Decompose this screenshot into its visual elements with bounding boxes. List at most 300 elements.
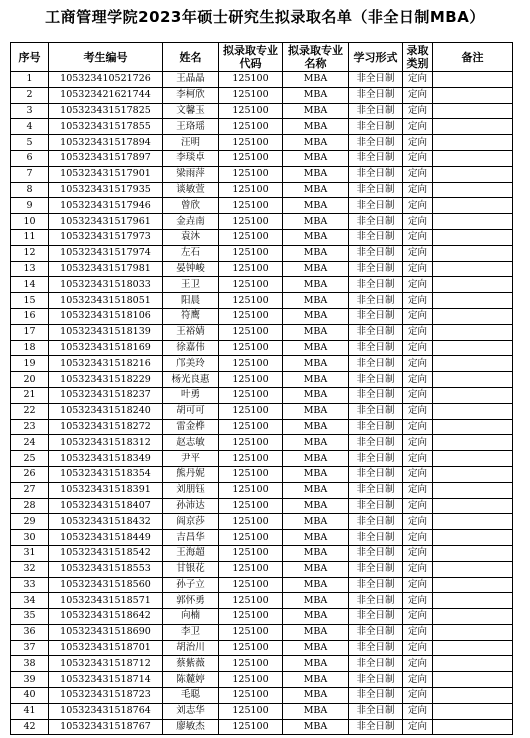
- cell-remarks: [433, 624, 513, 640]
- cell-remarks: [433, 593, 513, 609]
- cell-study-mode: 非全日制: [349, 198, 403, 214]
- cell-major-name: MBA: [283, 72, 349, 88]
- cell-name: 阳晨: [163, 293, 219, 309]
- cell-index: 15: [11, 293, 49, 309]
- table-row: [11, 182, 513, 198]
- cell-name: 王卫: [163, 277, 219, 293]
- cell-name: 李卫: [163, 624, 219, 640]
- cell-name: 蔡紫薇: [163, 656, 219, 672]
- cell-major-name: MBA: [283, 245, 349, 261]
- table-row: [11, 498, 513, 514]
- cell-name: 刘朋钰: [163, 482, 219, 498]
- cell-major-code: 125100: [219, 672, 283, 688]
- header-study-mode: 学习形式: [349, 43, 403, 72]
- cell-name: 吉昌华: [163, 530, 219, 546]
- cell-major-name: MBA: [283, 293, 349, 309]
- header-major-code: 拟录取专业代码: [219, 43, 283, 72]
- cell-index: 4: [11, 119, 49, 135]
- cell-exam-id: 105323431517825: [49, 103, 163, 119]
- cell-admission-type: 定向: [403, 719, 433, 735]
- table-row: [11, 166, 513, 182]
- cell-remarks: [433, 609, 513, 625]
- cell-name: 叶勇: [163, 387, 219, 403]
- cell-major-code: 125100: [219, 87, 283, 103]
- cell-admission-type: 定向: [403, 466, 433, 482]
- table-row: [11, 545, 513, 561]
- page-title: 工商管理学院2023年硕士研究生拟录取名单（非全日制MBA）: [45, 8, 485, 26]
- cell-study-mode: 非全日制: [349, 593, 403, 609]
- table-row: [11, 577, 513, 593]
- cell-major-name: MBA: [283, 387, 349, 403]
- cell-study-mode: 非全日制: [349, 103, 403, 119]
- cell-exam-id: 105323431518272: [49, 419, 163, 435]
- cell-study-mode: 非全日制: [349, 245, 403, 261]
- cell-study-mode: 非全日制: [349, 72, 403, 88]
- table-row: [11, 119, 513, 135]
- cell-major-code: 125100: [219, 514, 283, 530]
- cell-study-mode: 非全日制: [349, 229, 403, 245]
- cell-remarks: [433, 419, 513, 435]
- cell-major-name: MBA: [283, 214, 349, 230]
- table-row: [11, 387, 513, 403]
- cell-major-name: MBA: [283, 87, 349, 103]
- cell-index: 3: [11, 103, 49, 119]
- cell-exam-id: 105323431517855: [49, 119, 163, 135]
- cell-name: 赵志敏: [163, 435, 219, 451]
- cell-remarks: [433, 530, 513, 546]
- cell-index: 5: [11, 135, 49, 151]
- cell-name: 曾欣: [163, 198, 219, 214]
- cell-admission-type: 定向: [403, 514, 433, 530]
- cell-major-name: MBA: [283, 277, 349, 293]
- cell-remarks: [433, 387, 513, 403]
- table-row: [11, 214, 513, 230]
- cell-study-mode: 非全日制: [349, 324, 403, 340]
- cell-major-name: MBA: [283, 435, 349, 451]
- cell-major-name: MBA: [283, 356, 349, 372]
- cell-exam-id: 105323431518237: [49, 387, 163, 403]
- cell-study-mode: 非全日制: [349, 166, 403, 182]
- cell-admission-type: 定向: [403, 103, 433, 119]
- cell-index: 42: [11, 719, 49, 735]
- cell-exam-id: 105323431518449: [49, 530, 163, 546]
- cell-exam-id: 105323431518542: [49, 545, 163, 561]
- cell-remarks: [433, 451, 513, 467]
- cell-index: 25: [11, 451, 49, 467]
- cell-major-name: MBA: [283, 466, 349, 482]
- cell-study-mode: 非全日制: [349, 150, 403, 166]
- cell-admission-type: 定向: [403, 229, 433, 245]
- cell-major-name: MBA: [283, 703, 349, 719]
- cell-index: 11: [11, 229, 49, 245]
- cell-major-name: MBA: [283, 688, 349, 704]
- cell-remarks: [433, 87, 513, 103]
- cell-exam-id: 105323431518349: [49, 451, 163, 467]
- cell-exam-id: 105323431518642: [49, 609, 163, 625]
- cell-major-name: MBA: [283, 308, 349, 324]
- cell-remarks: [433, 703, 513, 719]
- cell-study-mode: 非全日制: [349, 530, 403, 546]
- cell-exam-id: 105323431517897: [49, 150, 163, 166]
- table-row: [11, 103, 513, 119]
- cell-index: 14: [11, 277, 49, 293]
- cell-index: 2: [11, 87, 49, 103]
- cell-admission-type: 定向: [403, 672, 433, 688]
- cell-admission-type: 定向: [403, 498, 433, 514]
- cell-exam-id: 105323431518216: [49, 356, 163, 372]
- cell-index: 30: [11, 530, 49, 546]
- cell-major-code: 125100: [219, 166, 283, 182]
- cell-remarks: [433, 166, 513, 182]
- cell-major-name: MBA: [283, 403, 349, 419]
- cell-study-mode: 非全日制: [349, 308, 403, 324]
- cell-admission-type: 定向: [403, 182, 433, 198]
- table-row: [11, 150, 513, 166]
- cell-exam-id: 105323431518407: [49, 498, 163, 514]
- table-row: [11, 435, 513, 451]
- cell-name: 王海超: [163, 545, 219, 561]
- cell-admission-type: 定向: [403, 198, 433, 214]
- cell-index: 23: [11, 419, 49, 435]
- cell-major-code: 125100: [219, 103, 283, 119]
- cell-exam-id: 105323431518571: [49, 593, 163, 609]
- cell-major-name: MBA: [283, 135, 349, 151]
- cell-major-name: MBA: [283, 451, 349, 467]
- table-row: [11, 593, 513, 609]
- cell-major-name: MBA: [283, 514, 349, 530]
- cell-index: 33: [11, 577, 49, 593]
- cell-index: 36: [11, 624, 49, 640]
- cell-name: 甘银花: [163, 561, 219, 577]
- cell-major-name: MBA: [283, 324, 349, 340]
- cell-remarks: [433, 498, 513, 514]
- cell-major-name: MBA: [283, 593, 349, 609]
- cell-name: 文馨玉: [163, 103, 219, 119]
- table-row: [11, 688, 513, 704]
- cell-study-mode: 非全日制: [349, 719, 403, 735]
- cell-major-code: 125100: [219, 150, 283, 166]
- cell-name: 邝美玲: [163, 356, 219, 372]
- table-row: [11, 372, 513, 388]
- table-body: [11, 72, 513, 735]
- cell-major-name: MBA: [283, 672, 349, 688]
- cell-study-mode: 非全日制: [349, 261, 403, 277]
- cell-admission-type: 定向: [403, 703, 433, 719]
- cell-study-mode: 非全日制: [349, 214, 403, 230]
- cell-remarks: [433, 293, 513, 309]
- table-row: [11, 229, 513, 245]
- cell-index: 28: [11, 498, 49, 514]
- cell-study-mode: 非全日制: [349, 293, 403, 309]
- cell-index: 6: [11, 150, 49, 166]
- cell-index: 1: [11, 72, 49, 88]
- cell-index: 22: [11, 403, 49, 419]
- table-row: [11, 324, 513, 340]
- cell-index: 31: [11, 545, 49, 561]
- cell-study-mode: 非全日制: [349, 387, 403, 403]
- cell-study-mode: 非全日制: [349, 182, 403, 198]
- cell-remarks: [433, 561, 513, 577]
- cell-name: 毛聪: [163, 688, 219, 704]
- cell-exam-id: 105323431518712: [49, 656, 163, 672]
- cell-exam-id: 105323431518690: [49, 624, 163, 640]
- cell-study-mode: 非全日制: [349, 372, 403, 388]
- cell-study-mode: 非全日制: [349, 545, 403, 561]
- cell-major-code: 125100: [219, 214, 283, 230]
- cell-major-code: 125100: [219, 545, 283, 561]
- table-row: [11, 245, 513, 261]
- cell-major-code: 125100: [219, 277, 283, 293]
- cell-exam-id: 105323431517901: [49, 166, 163, 182]
- cell-study-mode: 非全日制: [349, 703, 403, 719]
- cell-study-mode: 非全日制: [349, 577, 403, 593]
- cell-name: 袁沐: [163, 229, 219, 245]
- cell-major-name: MBA: [283, 530, 349, 546]
- cell-admission-type: 定向: [403, 482, 433, 498]
- cell-admission-type: 定向: [403, 119, 433, 135]
- cell-name: 胡可可: [163, 403, 219, 419]
- cell-exam-id: 105323431518391: [49, 482, 163, 498]
- cell-remarks: [433, 214, 513, 230]
- cell-remarks: [433, 308, 513, 324]
- cell-exam-id: 105323431518033: [49, 277, 163, 293]
- cell-admission-type: 定向: [403, 593, 433, 609]
- cell-major-code: 125100: [219, 245, 283, 261]
- cell-study-mode: 非全日制: [349, 498, 403, 514]
- cell-name: 雷金桦: [163, 419, 219, 435]
- cell-major-code: 125100: [219, 119, 283, 135]
- cell-name: 尹平: [163, 451, 219, 467]
- cell-name: 郭怀勇: [163, 593, 219, 609]
- cell-major-name: MBA: [283, 119, 349, 135]
- admission-table: [10, 42, 513, 735]
- cell-index: 8: [11, 182, 49, 198]
- table-row: [11, 466, 513, 482]
- cell-major-name: MBA: [283, 656, 349, 672]
- cell-major-name: MBA: [283, 498, 349, 514]
- header-exam-id: 考生编号: [49, 43, 163, 72]
- cell-exam-id: 105323431518106: [49, 308, 163, 324]
- cell-remarks: [433, 545, 513, 561]
- cell-exam-id: 105323431517894: [49, 135, 163, 151]
- table-header-row: [11, 43, 513, 72]
- cell-index: 13: [11, 261, 49, 277]
- cell-exam-id: 105323410521726: [49, 72, 163, 88]
- cell-index: 17: [11, 324, 49, 340]
- cell-admission-type: 定向: [403, 150, 433, 166]
- cell-name: 王珞瑶: [163, 119, 219, 135]
- cell-major-code: 125100: [219, 688, 283, 704]
- table-row: [11, 530, 513, 546]
- cell-major-code: 125100: [219, 324, 283, 340]
- cell-major-code: 125100: [219, 435, 283, 451]
- cell-exam-id: 105323431517961: [49, 214, 163, 230]
- table-row: [11, 609, 513, 625]
- table-row: [11, 719, 513, 735]
- cell-remarks: [433, 482, 513, 498]
- cell-study-mode: 非全日制: [349, 119, 403, 135]
- table-row: [11, 640, 513, 656]
- cell-index: 38: [11, 656, 49, 672]
- header-admission-type: 录取类别: [403, 43, 433, 72]
- cell-name: 李琰卓: [163, 150, 219, 166]
- cell-study-mode: 非全日制: [349, 624, 403, 640]
- table-row: [11, 198, 513, 214]
- cell-name: 梁雨萍: [163, 166, 219, 182]
- cell-admission-type: 定向: [403, 166, 433, 182]
- cell-remarks: [433, 340, 513, 356]
- cell-study-mode: 非全日制: [349, 403, 403, 419]
- cell-major-code: 125100: [219, 640, 283, 656]
- cell-remarks: [433, 514, 513, 530]
- cell-admission-type: 定向: [403, 214, 433, 230]
- cell-admission-type: 定向: [403, 72, 433, 88]
- cell-exam-id: 105323431517981: [49, 261, 163, 277]
- cell-remarks: [433, 119, 513, 135]
- cell-major-code: 125100: [219, 72, 283, 88]
- cell-study-mode: 非全日制: [349, 656, 403, 672]
- table-row: [11, 135, 513, 151]
- table-row: [11, 340, 513, 356]
- cell-admission-type: 定向: [403, 293, 433, 309]
- cell-exam-id: 105323431518560: [49, 577, 163, 593]
- cell-remarks: [433, 229, 513, 245]
- header-remarks: 备注: [433, 43, 513, 72]
- cell-major-code: 125100: [219, 466, 283, 482]
- cell-major-code: 125100: [219, 561, 283, 577]
- table-row: [11, 672, 513, 688]
- header-name: 姓名: [163, 43, 219, 72]
- cell-index: 24: [11, 435, 49, 451]
- cell-study-mode: 非全日制: [349, 340, 403, 356]
- cell-index: 20: [11, 372, 49, 388]
- cell-study-mode: 非全日制: [349, 482, 403, 498]
- cell-name: 王裕婧: [163, 324, 219, 340]
- cell-major-code: 125100: [219, 308, 283, 324]
- cell-exam-id: 105323431517935: [49, 182, 163, 198]
- cell-remarks: [433, 198, 513, 214]
- cell-remarks: [433, 277, 513, 293]
- cell-name: 符鹰: [163, 308, 219, 324]
- cell-exam-id: 105323431518432: [49, 514, 163, 530]
- cell-exam-id: 105323431518701: [49, 640, 163, 656]
- cell-admission-type: 定向: [403, 356, 433, 372]
- table-row: [11, 356, 513, 372]
- cell-major-name: MBA: [283, 482, 349, 498]
- table-row: [11, 482, 513, 498]
- cell-admission-type: 定向: [403, 372, 433, 388]
- cell-major-code: 125100: [219, 577, 283, 593]
- cell-admission-type: 定向: [403, 656, 433, 672]
- table-row: [11, 656, 513, 672]
- table-row: [11, 72, 513, 88]
- table-row: [11, 403, 513, 419]
- cell-admission-type: 定向: [403, 530, 433, 546]
- cell-exam-id: 105323431518354: [49, 466, 163, 482]
- cell-major-code: 125100: [219, 293, 283, 309]
- cell-name: 晏钟峻: [163, 261, 219, 277]
- cell-exam-id: 105323431518051: [49, 293, 163, 309]
- cell-remarks: [433, 672, 513, 688]
- cell-exam-id: 105323421621744: [49, 87, 163, 103]
- cell-study-mode: 非全日制: [349, 466, 403, 482]
- cell-name: 汪明: [163, 135, 219, 151]
- cell-major-code: 125100: [219, 340, 283, 356]
- table-row: [11, 87, 513, 103]
- cell-exam-id: 105323431518312: [49, 435, 163, 451]
- cell-name: 熊丹妮: [163, 466, 219, 482]
- cell-name: 左石: [163, 245, 219, 261]
- cell-admission-type: 定向: [403, 419, 433, 435]
- cell-index: 12: [11, 245, 49, 261]
- cell-remarks: [433, 324, 513, 340]
- cell-study-mode: 非全日制: [349, 419, 403, 435]
- cell-major-name: MBA: [283, 419, 349, 435]
- cell-admission-type: 定向: [403, 87, 433, 103]
- cell-study-mode: 非全日制: [349, 640, 403, 656]
- cell-major-code: 125100: [219, 624, 283, 640]
- table-row: [11, 703, 513, 719]
- cell-admission-type: 定向: [403, 435, 433, 451]
- cell-exam-id: 105323431518714: [49, 672, 163, 688]
- cell-major-name: MBA: [283, 198, 349, 214]
- cell-exam-id: 105323431518723: [49, 688, 163, 704]
- cell-remarks: [433, 261, 513, 277]
- cell-remarks: [433, 103, 513, 119]
- cell-major-name: MBA: [283, 261, 349, 277]
- cell-study-mode: 非全日制: [349, 672, 403, 688]
- cell-major-code: 125100: [219, 135, 283, 151]
- cell-admission-type: 定向: [403, 261, 433, 277]
- cell-study-mode: 非全日制: [349, 435, 403, 451]
- cell-exam-id: 105323431518169: [49, 340, 163, 356]
- cell-major-name: MBA: [283, 182, 349, 198]
- cell-remarks: [433, 356, 513, 372]
- cell-major-name: MBA: [283, 103, 349, 119]
- cell-admission-type: 定向: [403, 624, 433, 640]
- cell-study-mode: 非全日制: [349, 451, 403, 467]
- cell-index: 9: [11, 198, 49, 214]
- cell-study-mode: 非全日制: [349, 135, 403, 151]
- cell-major-name: MBA: [283, 166, 349, 182]
- cell-major-code: 125100: [219, 593, 283, 609]
- cell-name: 孙子立: [163, 577, 219, 593]
- cell-remarks: [433, 403, 513, 419]
- cell-remarks: [433, 656, 513, 672]
- cell-study-mode: 非全日制: [349, 688, 403, 704]
- cell-major-code: 125100: [219, 403, 283, 419]
- cell-study-mode: 非全日制: [349, 514, 403, 530]
- cell-major-name: MBA: [283, 545, 349, 561]
- cell-major-name: MBA: [283, 561, 349, 577]
- cell-index: 10: [11, 214, 49, 230]
- cell-name: 陈麓婷: [163, 672, 219, 688]
- cell-major-code: 125100: [219, 703, 283, 719]
- cell-exam-id: 105323431518240: [49, 403, 163, 419]
- cell-admission-type: 定向: [403, 277, 433, 293]
- cell-remarks: [433, 719, 513, 735]
- cell-major-code: 125100: [219, 419, 283, 435]
- cell-index: 41: [11, 703, 49, 719]
- cell-major-code: 125100: [219, 229, 283, 245]
- cell-major-name: MBA: [283, 229, 349, 245]
- cell-name: 向楠: [163, 609, 219, 625]
- cell-index: 21: [11, 387, 49, 403]
- cell-major-name: MBA: [283, 372, 349, 388]
- cell-remarks: [433, 466, 513, 482]
- table-row: [11, 293, 513, 309]
- cell-index: 7: [11, 166, 49, 182]
